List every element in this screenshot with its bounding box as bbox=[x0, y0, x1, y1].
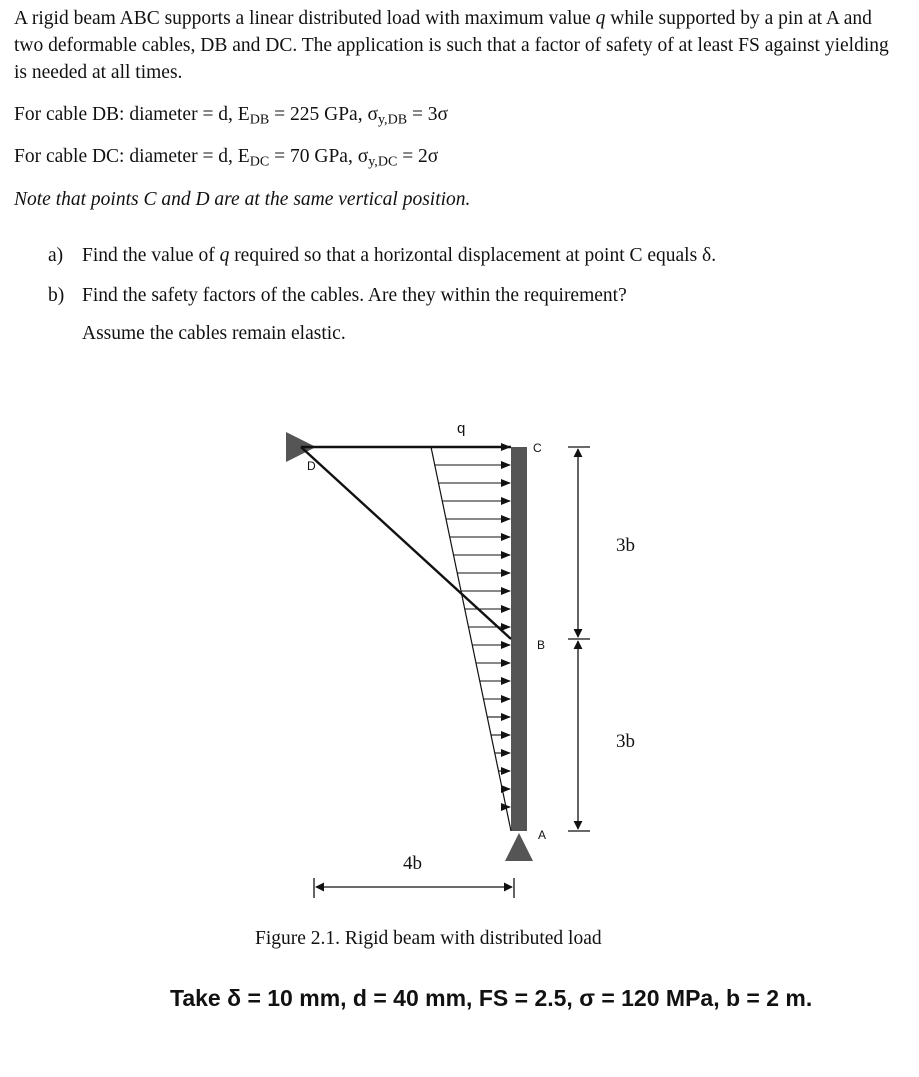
point-a-label: A bbox=[538, 828, 547, 842]
intro-q-symbol: q bbox=[595, 8, 606, 29]
cable-db-properties bbox=[14, 104, 448, 126]
load-envelope bbox=[431, 447, 511, 831]
problem-statement bbox=[14, 5, 904, 86]
load-arrow-head bbox=[501, 695, 511, 703]
load-label: q bbox=[457, 420, 466, 437]
assumption-text: Assume the cables remain elastic. bbox=[82, 323, 346, 344]
load-arrow-head bbox=[501, 713, 511, 721]
load-arrow-head bbox=[501, 677, 511, 685]
load-arrow-head bbox=[501, 731, 511, 739]
cable-dc-properties bbox=[14, 146, 438, 168]
question-b-text: Find the safety factors of the cables. Are they within the requirement? bbox=[82, 285, 627, 306]
load-arrow-head bbox=[501, 587, 511, 595]
rigid-beam bbox=[511, 447, 527, 831]
given-values: Take δ = 10 mm, d = 40 mm, FS = 2.5, σ = 120 MPa, b = 2 m. bbox=[170, 985, 813, 1011]
dim-upper-label: 3b bbox=[616, 535, 635, 556]
load-arrow-head bbox=[501, 497, 511, 505]
pin-support-a bbox=[505, 833, 533, 861]
load-arrow-head bbox=[501, 443, 511, 451]
question-a-text-1: Find the value of bbox=[82, 245, 220, 266]
cable-db-sigma-subscript: y,DB bbox=[377, 111, 408, 128]
cable-db-mid: = 225 GPa, σ bbox=[269, 104, 378, 125]
point-b-label: B bbox=[537, 638, 546, 652]
load-arrow-head bbox=[501, 659, 511, 667]
point-d-label: D bbox=[307, 459, 316, 473]
question-a-text bbox=[82, 245, 716, 267]
load-arrow-head bbox=[501, 605, 511, 613]
load-arrow-head bbox=[501, 479, 511, 487]
load-arrow-head bbox=[501, 641, 511, 649]
note-text: Note that points C and D are at the same vertical position. bbox=[14, 189, 471, 210]
cable-db-suffix: = 3σ bbox=[407, 104, 449, 125]
cable-dc-sigma-subscript: y,DC bbox=[368, 153, 398, 170]
load-arrow-head bbox=[501, 785, 511, 793]
intro-text-2: while supported by a pin at A and two deformable cables, DB and DC. The application is such that a factor of safety of at least FS against yielding is needed at all times. bbox=[14, 8, 889, 83]
load-arrow-head bbox=[501, 515, 511, 523]
load-arrow-head bbox=[501, 461, 511, 469]
question-a-q-symbol: q bbox=[219, 245, 230, 266]
load-arrow-head bbox=[501, 767, 511, 775]
dim-horizontal-label: 4b bbox=[403, 853, 422, 874]
intro-text-1: A rigid beam ABC supports a linear distributed load with maximum value bbox=[14, 8, 596, 29]
cable-dc-suffix: = 2σ bbox=[397, 146, 439, 167]
cable-db bbox=[301, 447, 511, 639]
cable-dc-prefix: For cable DC: diameter = d, E bbox=[14, 146, 250, 167]
load-arrow-head bbox=[501, 623, 511, 631]
point-c-label: C bbox=[533, 441, 542, 455]
load-arrow-head bbox=[501, 551, 511, 559]
figure-caption: Figure 2.1. Rigid beam with distributed load bbox=[255, 928, 602, 949]
load-arrow-head bbox=[501, 569, 511, 577]
cable-db-prefix: For cable DB: diameter = d, E bbox=[14, 104, 250, 125]
question-a-label: a) bbox=[48, 245, 64, 266]
question-a-text-2: required so that a horizontal displacement at point C equals δ. bbox=[229, 245, 717, 266]
load-arrow-head bbox=[501, 533, 511, 541]
beam-figure bbox=[0, 400, 919, 920]
question-b-label: b) bbox=[48, 285, 65, 306]
dim-lower-label: 3b bbox=[616, 731, 635, 752]
load-arrows bbox=[431, 443, 511, 811]
load-arrow-head bbox=[501, 749, 511, 757]
cable-db-e-subscript: DB bbox=[249, 111, 270, 128]
cable-dc-mid: = 70 GPa, σ bbox=[269, 146, 369, 167]
cable-dc-e-subscript: DC bbox=[249, 153, 270, 170]
